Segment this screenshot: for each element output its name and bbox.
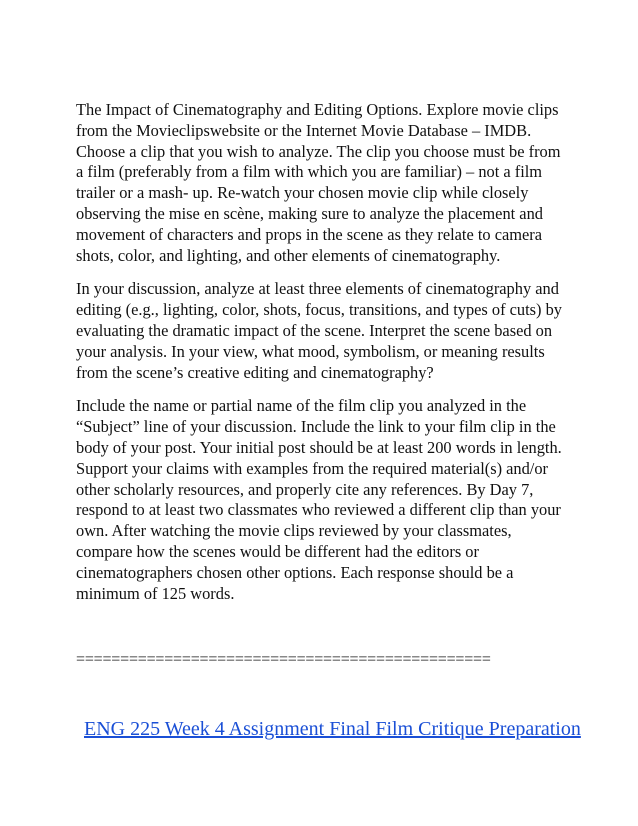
paragraph-assignment-intro: The Impact of Cinematography and Editing Options. Explore movie clips from the Movieclipswebsite or the Internet Movie Database – IMDB. Choose a clip that you wish to analyze. The clip you choose must be from a film (preferably from a film with which you are familiar) – not a film trailer or a mash- up. Re-watch your chosen movie clip while closely observing the mise en scène, making sure to analyze the placement and movement of characters and props in the scene as they relate to camera shots, color, and lighting, and other elements of cinematography. xyxy=(76,100,561,265)
paragraph-discussion-instructions: In your discussion, analyze at least three elements of cinematography and editing (e.g., lighting, color, shots, focus, transitions, and types of cuts) by evaluating the dramatic impact of the scene. Interpret the scene based on your analysis. In your view, what mood, symbolism, or meaning results from the scene’s creative editing and cinematography? xyxy=(76,279,562,382)
assignment-link[interactable]: ENG 225 Week 4 Assignment Final Film Critique Preparation xyxy=(84,718,581,740)
document-body xyxy=(76,100,562,617)
separator-line: =============================================== xyxy=(76,651,491,668)
paragraph-posting-requirements: Include the name or partial name of the film clip you analyzed in the “Subject” line of your discussion. Include the link to your film clip in the body of your post. Your initial post should be at least 200 words in length. Support your claims with examples from the required material(s) and/or other scholarly resources, and properly cite any references. By Day 7, respond to at least two classmates who reviewed a different clip than your own. After watching the movie clips reviewed by your classmates, compare how the scenes would be different had the editors or cinematographers chosen other options. Each response should be a minimum of 125 words. xyxy=(76,396,562,603)
